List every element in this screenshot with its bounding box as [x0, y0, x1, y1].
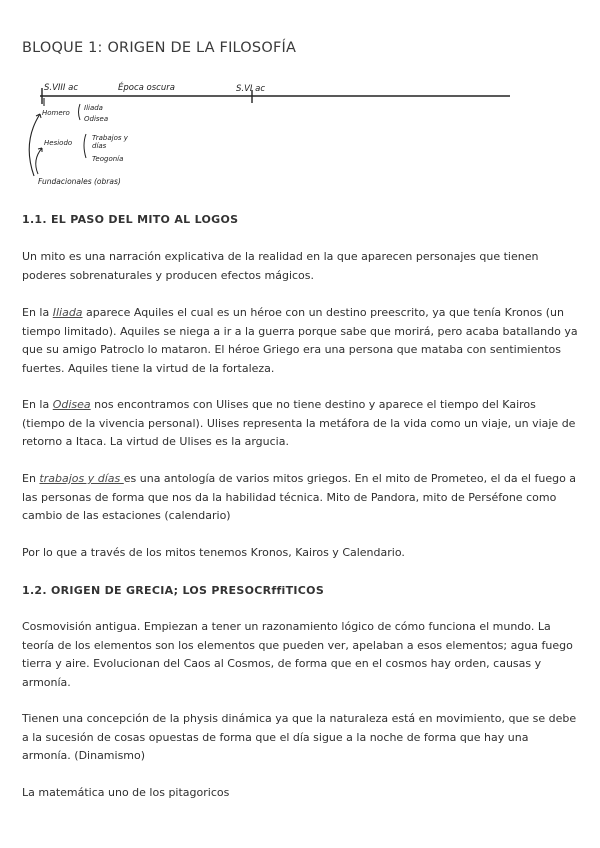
paragraph-matematica: La matemática uno de los pitagoricos [22, 786, 230, 799]
hesiodo-brace [84, 134, 86, 158]
paragraph-trabajos-intro: En [22, 472, 40, 485]
paragraph-odisea-body: nos encontramos con Ulises que no tiene destino y aparece el tiempo del Kairos (tiempo de la vivencia personal). Ulises representa la metáfora de la vida como un viaje, un viaje de retorno a Itaca. La virtud de Ulises es la argucia. [22, 398, 576, 448]
paragraph-iliada-intro: En la [22, 306, 53, 319]
label-dias: días [92, 142, 107, 150]
paragraph-odisea [22, 396, 578, 452]
label-hesiodo: Hesiodo [44, 139, 73, 147]
section-heading-1-1: 1.1. EL PASO DEL MITO AL LOGOS [22, 213, 239, 226]
arrow-curve-inner [36, 148, 42, 174]
paragraph-iliada-body: aparece Aquiles el cual es un héroe con un destino preescrito, ya que tenía Kronos (un tiempo limitado). Aquiles se niega a ir a la guerra porque sabe que morirá, pero acaba batallando ya que su amigo Patroclo lo mataron. El héroe Griego era una persona que mataba con sentimientos fuertes. Aquiles tiene la virtud de la fortaleza. [22, 306, 578, 375]
label-odisea: Odisea [84, 115, 109, 123]
work-title-trabajos-y-dias: trabajos y días [39, 472, 124, 485]
paragraph-mito-definicion: Un mito es una narración explicativa de la realidad en la que aparecen personajes que tienen poderes sobrenaturales y producen efectos mágicos. [22, 250, 539, 282]
label-fundacionales: Fundacionales (obras) [38, 177, 121, 186]
paragraph-physis: Tienen una concepción de la physis dinámica ya que la naturaleza está en movimiento, que se debe a la sucesión de cosas opuestas de forma que el día sigue a la noche de forma que hay una armonía. (Dinamismo) [22, 712, 577, 762]
label-teogonia: Teogonía [92, 155, 124, 163]
label-epoca-oscura: Época oscura [118, 83, 175, 93]
work-title-odisea: Odisea [52, 398, 91, 411]
timeline-sketch [0, 72, 600, 197]
paragraph-trabajos-body: es una antología de varios mitos griegos. En el mito de Prometeo, el da el fuego a las personas de forma que nos da la habilidad técnica. Mito de Pandora, mito de Perséfone como cambio de las estaciones (calendario) [22, 472, 577, 522]
paragraph-iliada [22, 304, 578, 378]
homero-brace [79, 104, 81, 120]
work-title-iliada: Iliada [52, 306, 83, 319]
paragraph-cosmovision: Cosmovisión antigua. Empiezan a tener un razonamiento lógico de cómo funciona el mundo. La teoría de los elementos son los elementos que pueden ver, apelaban a esos elementos; agua fuego tierra y aire. Evolucionan del Caos al Cosmos, de forma que en el cosmos hay orden, causas y armonía. [22, 620, 573, 689]
arrow-curve-outer [29, 114, 40, 176]
label-trabajos: Trabajos y [92, 134, 128, 142]
paragraph-kronos-kairos: Por lo que a través de los mitos tenemos Kronos, Kairos y Calendario. [22, 546, 405, 559]
label-iliada: Iliada [84, 104, 103, 112]
page-title: BLOQUE 1: ORIGEN DE LA FILOSOFÍA [22, 40, 297, 56]
label-homero: Homero [42, 109, 70, 117]
label-s-viii: S.VIII ac [44, 83, 79, 93]
label-s-vi: S.VI ac [236, 84, 266, 94]
section-heading-1-2: 1.2. ORIGEN DE GRECIA; LOS PRESOCRffiTICOS [22, 584, 325, 597]
paragraph-trabajos-y-dias [22, 470, 578, 526]
paragraph-odisea-intro: En la [22, 398, 53, 411]
